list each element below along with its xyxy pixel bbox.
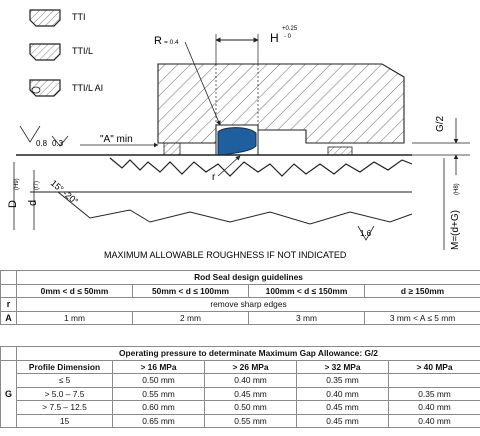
table-cell (389, 374, 480, 388)
radius-value: = 0.4 (164, 39, 179, 46)
housing (158, 64, 404, 143)
table-cell: 0.35 mm (297, 374, 389, 388)
a-min-label: "A" min (100, 134, 133, 145)
table-cell: 0.55 mm (205, 414, 297, 428)
table1-header-4: d ≥ 150mm (365, 284, 480, 298)
roughness-16-label: 1.6 (360, 229, 372, 238)
legend-tti-l-icon (30, 44, 60, 60)
table1-header-2: 50mm < d ≤ 100mm (133, 284, 249, 298)
g2-label: G/2 (435, 115, 446, 132)
legend-tti-l-label: TTI/L (72, 46, 94, 56)
table-cell: 0.45 mm (297, 414, 389, 428)
table1-header-3: 100mm < d ≤ 150mm (249, 284, 365, 298)
rod (16, 155, 412, 224)
legend-tti-icon (30, 10, 60, 26)
h-tolerance-upper: +0.25 (282, 26, 298, 32)
table1-a-value-4: 3 mm < A ≤ 5 mm (365, 311, 480, 325)
wiper-left (164, 143, 180, 155)
table1-title: Rod Seal design guidelines (17, 271, 480, 285)
table-row (1, 387, 480, 401)
table-cell: ≤ 5 (17, 374, 113, 388)
table2-header-5: > 40 MPa (389, 360, 480, 374)
table-cell: 0.40 mm (389, 401, 480, 415)
table-cell: 0.45 mm (205, 387, 297, 401)
table-cell: 0.40 mm (297, 387, 389, 401)
table1-a-label: A (1, 311, 17, 325)
table-cell: 0.60 mm (113, 401, 205, 415)
table-cell: 15 (17, 414, 113, 428)
table-row (1, 414, 480, 428)
table-cell: 0.55 mm (113, 387, 205, 401)
table-cell: 0.50 mm (205, 401, 297, 415)
table-cell: 0.65 mm (113, 414, 205, 428)
h-tolerance-lower: - 0 (284, 34, 292, 40)
m-label: M=(d+G) (450, 209, 461, 250)
table2-header-4: > 32 MPa (297, 360, 389, 374)
legend-tti-label: TTI (72, 12, 86, 22)
m-fit: (H8) (454, 183, 460, 195)
table1-a-value-3: 3 mm (249, 311, 365, 325)
table2-header-3: > 26 MPa (205, 360, 297, 374)
d-big-fit: (H9) (14, 178, 20, 190)
table-row (1, 374, 480, 388)
chamfer-angle-label: 15° -20° (48, 177, 81, 207)
d-small-label: d (27, 199, 39, 206)
rod-seal-guidelines-table (0, 270, 480, 325)
table1-r-label: r (1, 298, 17, 312)
table-cell: > 7.5 – 12.5 (17, 401, 113, 415)
table-cell: 0.40 mm (389, 414, 480, 428)
small-r-label: r (212, 172, 216, 183)
table2-g-label: G (1, 360, 17, 428)
table2-header-1: Profile Dimension (17, 360, 113, 374)
legend-tti-l-ai-icon (30, 80, 60, 96)
table-cell: 0.35 mm (389, 387, 480, 401)
roughness-note: MAXIMUM ALLOWABLE ROUGHNESS IF NOT INDICATED (104, 250, 347, 260)
table-cell: > 5.0 – 7.5 (17, 387, 113, 401)
roughness-03-label: 0.3 (52, 139, 64, 148)
d-small-fit: (f7) (34, 181, 40, 190)
table2-header-2: > 16 MPa (113, 360, 205, 374)
table-cell: 0.45 mm (297, 401, 389, 415)
table2-title: Operating pressure to determinate Maximum Gap Allowance: G/2 (17, 347, 480, 361)
table1-a-value-1: 1 mm (17, 311, 133, 325)
radius-label: R (154, 35, 162, 47)
gap-allowance-table (0, 346, 480, 428)
table1-a-value-2: 2 mm (133, 311, 249, 325)
legend-tti-l-ai-label: TTI/L AI (72, 83, 104, 93)
h-dimension-label: H (270, 31, 279, 45)
d-big-label: D (7, 200, 19, 208)
wiper-right (328, 147, 352, 155)
table-cell: 0.50 mm (113, 374, 205, 388)
table1-r-text: remove sharp edges (17, 298, 480, 312)
table-row (1, 401, 480, 415)
roughness-08-label: 0.8 (36, 139, 48, 148)
table1-header-1: 0mm < d ≤ 50mm (17, 284, 133, 298)
table-cell: 0.40 mm (205, 374, 297, 388)
